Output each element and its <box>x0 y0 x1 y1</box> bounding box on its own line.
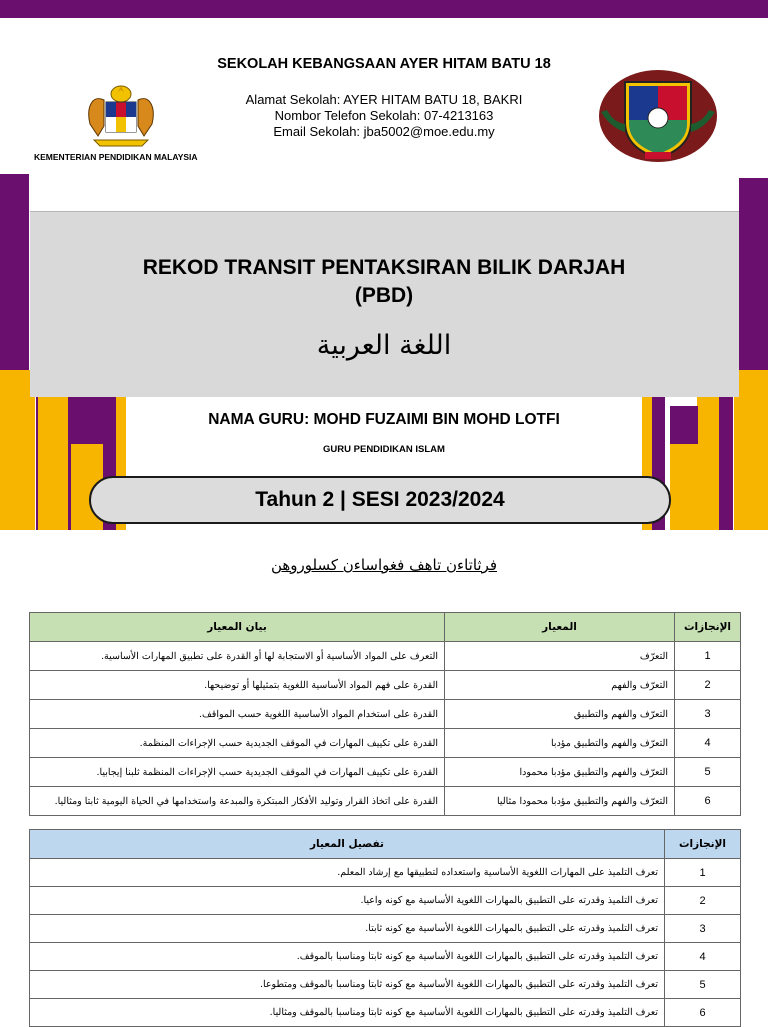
section-heading: فرثاتاءن تاهف فغواساءن كسلوروهن <box>270 556 498 574</box>
column-header: الإنجازات <box>675 613 741 642</box>
column-header: الإنجازات <box>665 830 741 859</box>
level-cell: 4 <box>675 729 741 758</box>
level-cell: 1 <box>675 642 741 671</box>
table-row <box>30 671 741 700</box>
level-cell: 6 <box>675 787 741 816</box>
level-cell: 4 <box>665 943 741 971</box>
level-cell: 5 <box>665 971 741 999</box>
level-cell: 1 <box>665 859 741 887</box>
level-cell: 3 <box>665 915 741 943</box>
subject-title: اللغة العربية <box>316 330 452 361</box>
school-address: Alamat Sekolah: AYER HITAM BATU 18, BAKRI <box>245 92 523 107</box>
school-logo-icon <box>597 68 719 164</box>
description-cell: تعرف التلميذ وقدرته على التطبيق بالمهارات اللغوية الأساسية مع كونه واعيا. <box>30 887 665 915</box>
decor-bar <box>670 444 698 530</box>
description-cell: التعرف على المواد الأساسية أو الاستجابة لها أو القدرة على تطبيق المهارات الأساسية. <box>30 642 445 671</box>
level-cell: 2 <box>675 671 741 700</box>
description-cell: القدرة على تكييف المهارات في الموقف الجديدية حسب الإجراءات المنظمة ثلبنا إيجابيا. <box>30 758 445 787</box>
table-row <box>30 915 741 943</box>
teacher-name: NAMA GURU: MOHD FUZAIMI BIN MOHD LOTFI <box>208 411 560 428</box>
school-name: SEKOLAH KEBANGSAAN AYER HITAM BATU 18 <box>217 56 551 72</box>
table-row <box>30 999 741 1027</box>
table-row <box>30 729 741 758</box>
description-cell: القدرة على تكييف المهارات في الموقف الجديدية حسب الإجراءات المنظمة. <box>30 729 445 758</box>
table-row <box>30 859 741 887</box>
top-bar <box>0 0 768 18</box>
description-cell: القدرة على استخدام المواد الأساسية اللغوية حسب المواقف. <box>30 700 445 729</box>
session-pill: Tahun 2 | SESI 2023/2024 <box>89 476 671 524</box>
description-cell: القدرة على اتخاذ القرار وتوليد الأفكار المبتكرة والمبدعة واستخدامها في الحياة اليومية ثابتا ومثاليا. <box>30 787 445 816</box>
table-row <box>30 787 741 816</box>
column-header: تفصيل المعيار <box>30 830 665 859</box>
column-header: المعيار <box>445 613 675 642</box>
table-row <box>30 971 741 999</box>
description-cell: تعرف التلميذ وقدرته على التطبيق بالمهارات اللغوية الأساسية مع كونه ثابتا. <box>30 915 665 943</box>
column-header: بيان المعيار <box>30 613 445 642</box>
table-row <box>30 887 741 915</box>
description-cell: تعرف التلميذ وقدرته على التطبيق بالمهارات اللغوية الأساسية مع كونه ثابتا ومناسبا بالموقف ومتطوعا. <box>30 971 665 999</box>
table-header-row <box>30 613 741 642</box>
level-cell: 3 <box>675 700 741 729</box>
standard-cell: التعرّف <box>445 642 675 671</box>
ministry-name: KEMENTERIAN PENDIDIKAN MALAYSIA <box>34 152 198 162</box>
description-cell: القدرة على فهم المواد الأساسية اللغوية بتمثيلها أو توضيحها. <box>30 671 445 700</box>
title-line-1: REKOD TRANSIT PENTAKSIRAN BILIK DARJAH <box>142 256 626 279</box>
title-line-2: (PBD) <box>354 284 414 307</box>
standard-cell: التعرّف والفهم <box>445 671 675 700</box>
details-table <box>29 829 741 1027</box>
standard-cell: التعرّف والفهم والتطبيق مؤدبا محمودا <box>445 758 675 787</box>
level-cell: 6 <box>665 999 741 1027</box>
malaysia-crest-icon <box>76 80 166 152</box>
table-row <box>30 642 741 671</box>
standard-cell: التعرّف والفهم والتطبيق مؤدبا محمودا مثاليا <box>445 787 675 816</box>
school-phone: Nombor Telefon Sekolah: 07-4213163 <box>274 108 494 123</box>
page-title <box>0 254 768 310</box>
standard-cell: التعرّف والفهم والتطبيق <box>445 700 675 729</box>
table-header-row <box>30 830 741 859</box>
level-cell: 2 <box>665 887 741 915</box>
description-cell: تعرف التلميذ على المهارات اللغوية الأساسية واستعداده لتطبيقها مع إرشاد المعلم. <box>30 859 665 887</box>
table-row <box>30 758 741 787</box>
standard-cell: التعرّف والفهم والتطبيق مؤدبا <box>445 729 675 758</box>
table-row <box>30 943 741 971</box>
standards-table <box>29 612 741 816</box>
description-cell: تعرف التلميذ وقدرته على التطبيق بالمهارات اللغوية الأساسية مع كونه ثابتا ومناسبا بالموقف ومثاليا. <box>30 999 665 1027</box>
description-cell: تعرف التلميذ وقدرته على التطبيق بالمهارات اللغوية الأساسية مع كونه ثابتا ومناسبا بالموقف. <box>30 943 665 971</box>
school-email: Email Sekolah: jba5002@moe.edu.my <box>273 124 495 139</box>
level-cell: 5 <box>675 758 741 787</box>
table-row <box>30 700 741 729</box>
teacher-role: GURU PENDIDIKAN ISLAM <box>323 444 445 455</box>
